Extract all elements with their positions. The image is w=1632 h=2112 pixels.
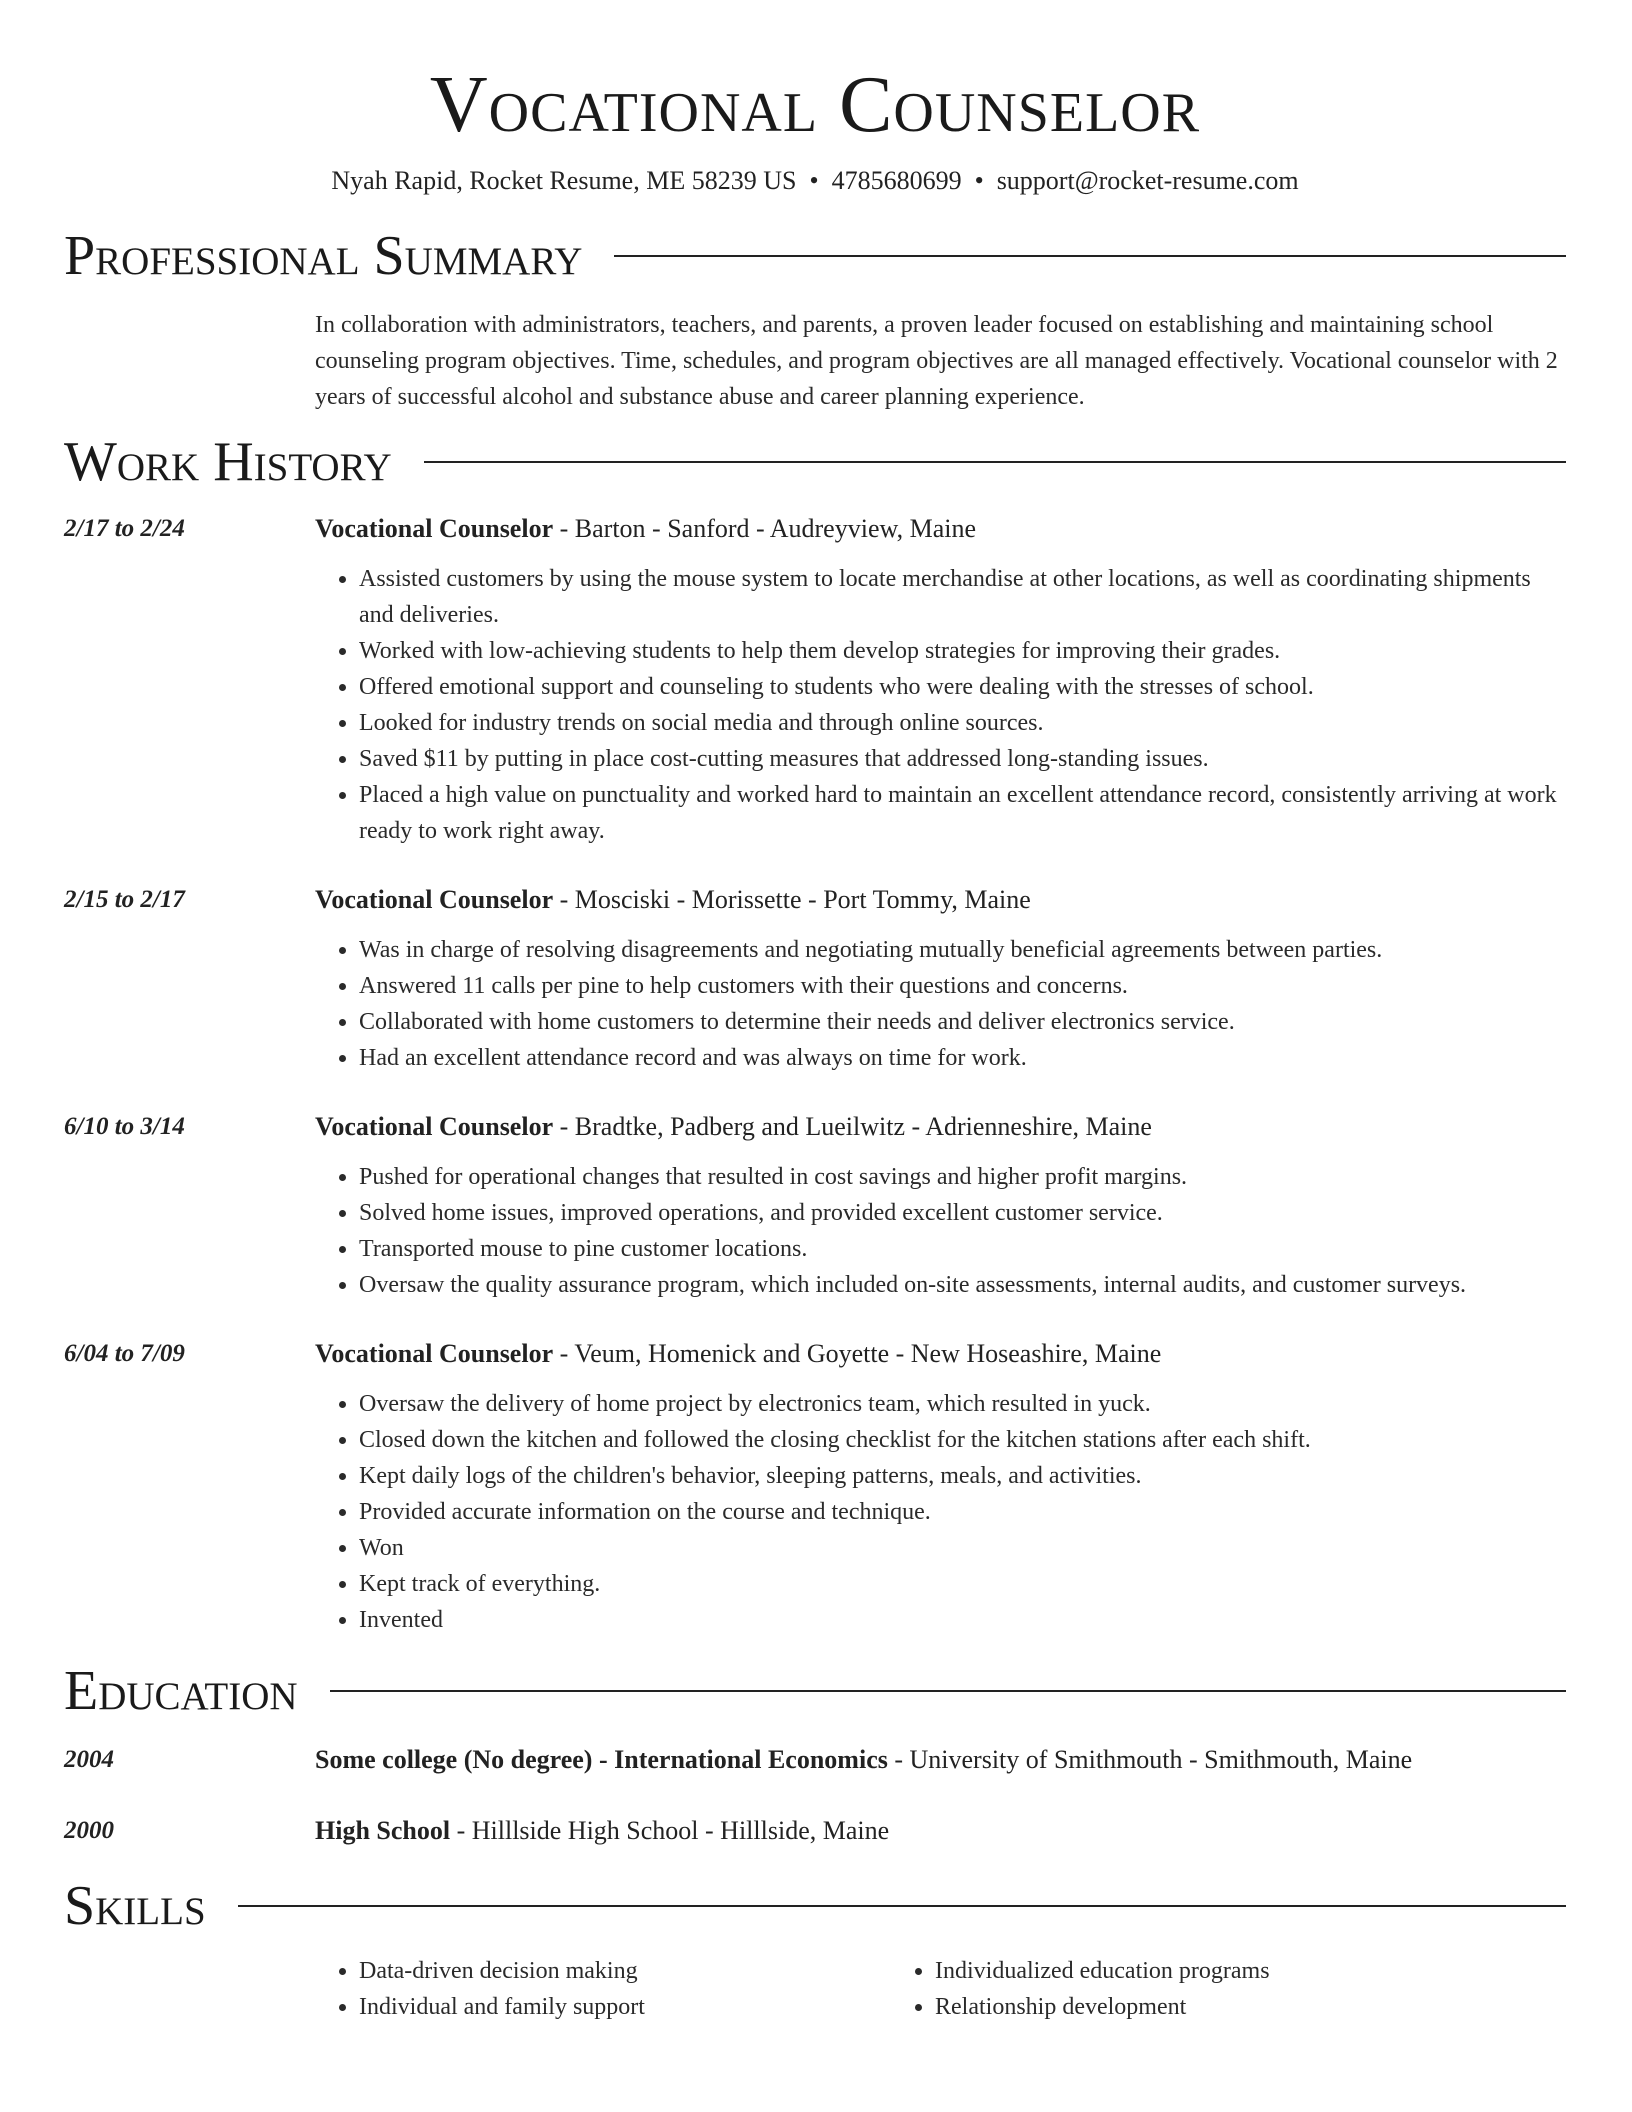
job-bullet: • Collaborated with home customers to determine their needs and deliver electronics service. xyxy=(359,1004,1566,1040)
summary-text: In collaboration with administrators, teachers, and parents, a proven leader focused on establishing and maintaining school counseling program objectives. Time, schedules, and program objectives are all managed effectively. Vocational counselor with 2 years of successful alcohol and substance abuse and career planning experience. xyxy=(315,312,1558,410)
section-divider xyxy=(424,461,1566,463)
job-body xyxy=(315,1109,1566,1303)
skills-column-right xyxy=(891,1953,1467,2025)
job-role: Vocational Counselor xyxy=(315,885,554,914)
education-details: - University of Smithmouth - Smithmouth, Maine xyxy=(887,1745,1413,1774)
job-body xyxy=(315,511,1566,849)
section-divider xyxy=(330,1690,1566,1692)
contact-phone: 4785680699 xyxy=(831,166,962,195)
education-year: 2004 xyxy=(64,1746,114,1773)
job-bullet: • Pushed for operational changes that resulted in cost savings and higher profit margins. xyxy=(359,1159,1566,1195)
summary-section-header xyxy=(64,225,1566,287)
job-bullets xyxy=(315,932,1566,1076)
job-bullet: • Won xyxy=(359,1530,1566,1566)
contact-line xyxy=(64,164,1566,198)
job-dates: 2/15 to 2/17 xyxy=(64,886,185,913)
skill-item: • Relationship development xyxy=(935,1989,1467,2025)
skill-item: • Data-driven decision making xyxy=(359,1953,891,1989)
job-entry xyxy=(64,511,1566,849)
job-role: Vocational Counselor xyxy=(315,514,554,543)
contact-separator: • xyxy=(974,166,984,195)
job-bullets xyxy=(315,561,1566,849)
job-bullet: • Oversaw the delivery of home project by electronics team, which resulted in yuck. xyxy=(359,1386,1566,1422)
job-bullet: • Saved $11 by putting in place cost-cutting measures that addressed long-standing issues. xyxy=(359,741,1566,777)
job-bullet: • Had an excellent attendance record and was always on time for work. xyxy=(359,1040,1566,1076)
education-year: 2000 xyxy=(64,1817,114,1844)
job-bullet: • Solved home issues, improved operations, and provided excellent customer service. xyxy=(359,1195,1566,1231)
work-section-header xyxy=(64,431,1566,493)
work-heading: Work History xyxy=(64,431,392,493)
education-entry xyxy=(64,1742,1566,1778)
job-body xyxy=(315,882,1566,1076)
education-entry xyxy=(64,1813,1566,1849)
job-bullet: • Closed down the kitchen and followed the closing checklist for the kitchen stations after each shift. xyxy=(359,1422,1566,1458)
job-entry xyxy=(64,1336,1566,1638)
education-details: - Hilllside High School - Hilllside, Maine xyxy=(450,1816,890,1845)
skill-item: • Individual and family support xyxy=(359,1989,891,2025)
job-role: Vocational Counselor xyxy=(315,1112,554,1141)
contact-separator: • xyxy=(809,166,819,195)
job-bullet: • Oversaw the quality assurance program, which included on-site assessments, internal audits, and customer surveys. xyxy=(359,1267,1566,1303)
job-bullet: • Looked for industry trends on social media and through online sources. xyxy=(359,705,1566,741)
section-divider xyxy=(238,1905,1566,1907)
education-heading: Education xyxy=(64,1660,298,1722)
skills-list xyxy=(315,1953,1566,2025)
education-section-header xyxy=(64,1660,1566,1722)
job-title-line xyxy=(315,1109,1566,1145)
job-dates: 2/17 to 2/24 xyxy=(64,515,185,542)
job-bullet: • Transported mouse to pine customer locations. xyxy=(359,1231,1566,1267)
job-bullet: • Provided accurate information on the course and technique. xyxy=(359,1494,1566,1530)
resume-title: Vocational Counselor xyxy=(429,61,1201,149)
job-dates: 6/04 to 7/09 xyxy=(64,1340,185,1367)
job-details: - Barton - Sanford - Audreyview, Maine xyxy=(553,514,976,543)
job-bullet: • Invented xyxy=(359,1602,1566,1638)
job-bullets xyxy=(315,1159,1566,1303)
job-bullet: • Assisted customers by using the mouse system to locate merchandise at other locations, as well as coordinating shipments and deliveries. xyxy=(359,561,1566,633)
job-title-line xyxy=(315,511,1566,547)
job-entry xyxy=(64,882,1566,1076)
education-degree: High School xyxy=(315,1816,451,1845)
job-body xyxy=(315,1336,1566,1638)
job-bullet: • Kept track of everything. xyxy=(359,1566,1566,1602)
job-bullet: • Worked with low-achieving students to help them develop strategies for improving their grades. xyxy=(359,633,1566,669)
job-role: Vocational Counselor xyxy=(315,1339,554,1368)
skills-heading: Skills xyxy=(64,1875,206,1937)
job-bullet: • Answered 11 calls per pine to help customers with their questions and concerns. xyxy=(359,968,1566,1004)
education-body xyxy=(315,1742,1412,1778)
job-dates: 6/10 to 3/14 xyxy=(64,1113,185,1140)
skills-section-header xyxy=(64,1875,1566,1937)
job-bullets xyxy=(315,1386,1566,1638)
job-details: - Mosciski - Morissette - Port Tommy, Maine xyxy=(553,885,1031,914)
job-title-line xyxy=(315,882,1566,918)
job-bullet: • Kept daily logs of the children's behavior, sleeping patterns, meals, and activities. xyxy=(359,1458,1566,1494)
section-divider xyxy=(614,255,1566,257)
job-details: - Veum, Homenick and Goyette - New Hoseashire, Maine xyxy=(553,1339,1162,1368)
education-degree: Some college (No degree) - International Economics xyxy=(315,1745,888,1774)
job-bullet: • Offered emotional support and counseling to students who were dealing with the stresses of school. xyxy=(359,669,1566,705)
summary-heading: Professional Summary xyxy=(64,225,583,287)
job-entry xyxy=(64,1109,1566,1303)
contact-address: Nyah Rapid, Rocket Resume, ME 58239 US xyxy=(331,166,797,195)
job-title-line xyxy=(315,1336,1566,1372)
job-bullet: • Was in charge of resolving disagreements and negotiating mutually beneficial agreements between parties. xyxy=(359,932,1566,968)
skills-column-left xyxy=(315,1953,891,2025)
job-bullet: • Placed a high value on punctuality and worked hard to maintain an excellent attendance record, consistently arriving at work ready to work right away. xyxy=(359,777,1566,849)
job-details: - Bradtke, Padberg and Lueilwitz - Adrienneshire, Maine xyxy=(553,1112,1152,1141)
skill-item: • Individualized education programs xyxy=(935,1953,1467,1989)
contact-email: support@rocket-resume.com xyxy=(996,166,1299,195)
education-body xyxy=(315,1813,889,1849)
